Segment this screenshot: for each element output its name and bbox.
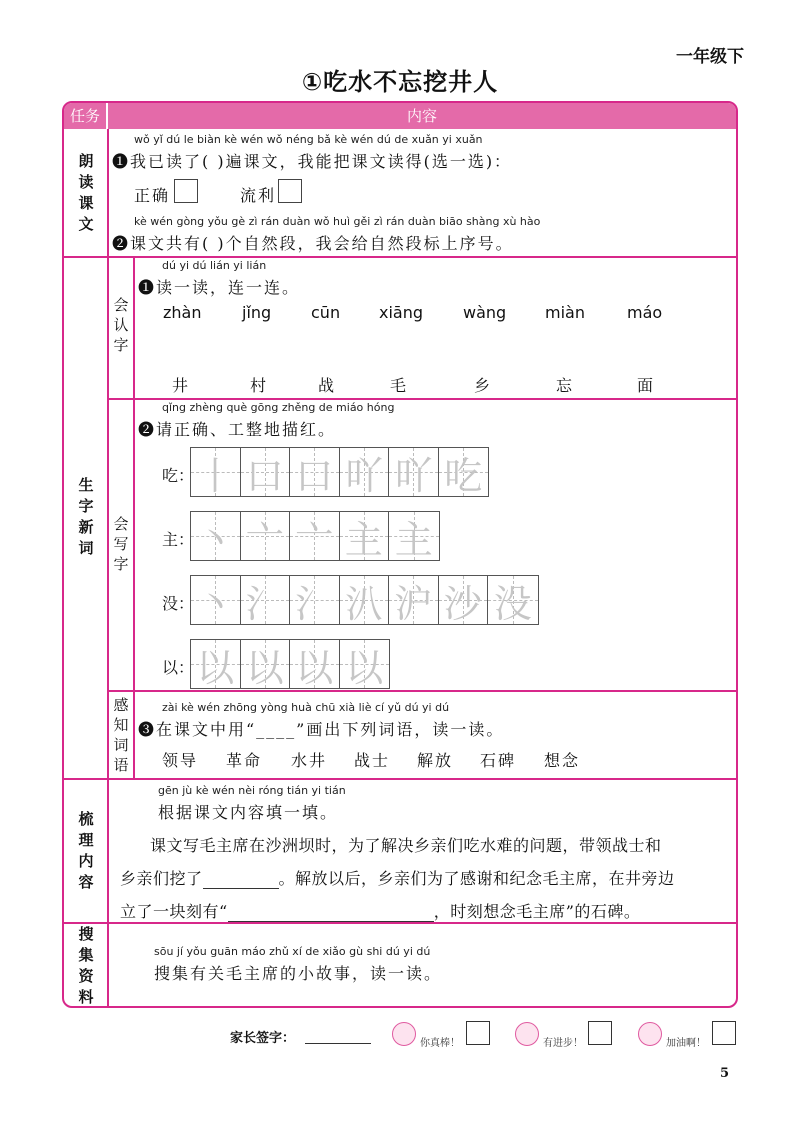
worksheet-table bbox=[62, 101, 738, 1008]
trace-cell[interactable]: 没 bbox=[488, 576, 538, 624]
word-item: 石碑 bbox=[480, 751, 517, 770]
trace-cell[interactable]: 以 bbox=[241, 640, 291, 688]
summary-line-2: 乡亲们挖了 。解放以后，乡亲们为了感谢和纪念毛主席，在井旁边 bbox=[120, 869, 675, 888]
cheer-icon bbox=[638, 1022, 662, 1046]
trace-label-yi: 以： bbox=[162, 658, 195, 677]
section-label-reading: 朗 读 课 文 bbox=[78, 151, 94, 233]
pinyin-word[interactable]: máo bbox=[627, 303, 663, 322]
section-label-collect: 搜 集 资 料 bbox=[78, 925, 94, 1006]
trace-cell[interactable]: 以 bbox=[191, 640, 241, 688]
char-option[interactable]: 战 bbox=[318, 376, 335, 395]
answer-blank-1[interactable] bbox=[203, 871, 279, 889]
trace-cell[interactable]: 氵 bbox=[241, 576, 291, 624]
sun-icon bbox=[515, 1022, 539, 1046]
section-label-summary: 梳 理 内 容 bbox=[78, 809, 94, 891]
row-divider bbox=[64, 256, 738, 258]
write-pinyin: qǐng zhèng què gōng zhěng de miáo hóng bbox=[162, 401, 395, 414]
page-title: ①吃水不忘挖井人 bbox=[301, 68, 499, 96]
pinyin-word[interactable]: miàn bbox=[545, 303, 585, 322]
trace-grid-chi[interactable] bbox=[190, 447, 489, 497]
answer-blank-2[interactable] bbox=[228, 904, 434, 922]
trace-grid-yi[interactable] bbox=[190, 639, 390, 689]
badge-great: 你真棒！ bbox=[420, 1038, 460, 1049]
trace-cell[interactable]: 沪 bbox=[389, 576, 439, 624]
badge-progress: 有进步！ bbox=[543, 1038, 583, 1049]
trace-cell[interactable]: 亠 bbox=[241, 512, 291, 560]
trace-grid-mei[interactable] bbox=[190, 575, 539, 625]
word-item: 解放 bbox=[417, 751, 454, 770]
summary-line-3: 立了一块刻有“ ，时刻想念毛主席”的石碑。 bbox=[120, 902, 641, 921]
col-content-header: 内容 bbox=[406, 107, 437, 125]
word-item: 想念 bbox=[544, 751, 581, 770]
sub-col-divider bbox=[133, 256, 135, 778]
q2-text: ❷课文共有( )个自然段，我会给自然段标上序号。 bbox=[112, 234, 514, 253]
pinyin-word[interactable]: xiāng bbox=[379, 303, 424, 322]
pinyin-word[interactable]: cūn bbox=[311, 303, 341, 322]
char-option[interactable]: 乡 bbox=[474, 376, 491, 395]
q2-pinyin: kè wén gòng yǒu gè zì rán duàn wǒ huì gěi zì rán duàn biāo shàng xù hào bbox=[134, 215, 541, 228]
row-divider bbox=[108, 398, 738, 400]
trace-cell[interactable]: 丨 bbox=[191, 448, 241, 496]
sub-label-words: 感 知 词 语 bbox=[113, 696, 129, 774]
words-text: ❸在课文中用“____”画出下列词语，读一读。 bbox=[138, 720, 505, 739]
trace-cell[interactable]: 以 bbox=[290, 640, 340, 688]
char-option[interactable]: 井 bbox=[172, 376, 189, 395]
smiley-icon bbox=[392, 1022, 416, 1046]
summary-line-1: 课文写毛主席在沙洲坝时，为了解决乡亲们吃水难的问题，带领战士和 bbox=[150, 836, 662, 855]
char-option[interactable]: 忘 bbox=[556, 376, 573, 395]
parent-sign-label: 家长签字： bbox=[230, 1031, 296, 1046]
trace-cell[interactable]: 主 bbox=[340, 512, 390, 560]
trace-label-chi: 吃： bbox=[162, 466, 195, 485]
recognize-pinyin: dú yi dú lián yi lián bbox=[162, 259, 267, 272]
char-option[interactable]: 毛 bbox=[390, 376, 407, 395]
pinyin-word[interactable]: zhàn bbox=[163, 303, 202, 322]
char-option[interactable]: 面 bbox=[637, 376, 654, 395]
option-correct-checkbox[interactable] bbox=[174, 179, 198, 203]
option-fluent-label: 流利 bbox=[240, 186, 277, 205]
row-divider bbox=[64, 922, 738, 924]
trace-cell[interactable]: 汃 bbox=[340, 576, 390, 624]
trace-cell[interactable]: 沙 bbox=[439, 576, 489, 624]
pinyin-word[interactable]: wàng bbox=[463, 303, 507, 322]
section-label-characters: 生 字 新 词 bbox=[78, 476, 94, 557]
trace-label-mei: 没： bbox=[162, 594, 195, 613]
trace-cell[interactable]: 吖 bbox=[389, 448, 439, 496]
summary-text: 根据课文内容填一填。 bbox=[158, 803, 339, 822]
trace-cell[interactable]: 吃 bbox=[439, 448, 489, 496]
sub-label-write: 会 写 字 bbox=[113, 515, 129, 573]
row-divider bbox=[64, 778, 738, 780]
option-fluent-checkbox[interactable] bbox=[278, 179, 302, 203]
option-correct-label: 正确 bbox=[134, 186, 171, 205]
badge-cheer-box[interactable] bbox=[712, 1021, 736, 1045]
char-option[interactable]: 村 bbox=[250, 376, 267, 395]
trace-cell[interactable]: 口 bbox=[290, 448, 340, 496]
word-item: 水井 bbox=[291, 751, 328, 770]
word-item: 战士 bbox=[354, 751, 391, 770]
trace-cell[interactable]: 口 bbox=[241, 448, 291, 496]
trace-cell[interactable]: 以 bbox=[340, 640, 390, 688]
word-item: 革命 bbox=[226, 751, 263, 770]
write-text: ❷请正确、工整地描红。 bbox=[138, 420, 337, 439]
badge-progress-box[interactable] bbox=[588, 1021, 612, 1045]
pinyin-word[interactable]: jǐng bbox=[242, 303, 272, 322]
word-item: 领导 bbox=[162, 751, 199, 770]
collect-pinyin: sōu jí yǒu guān máo zhǔ xí de xiǎo gù shi dú yi dú bbox=[154, 945, 431, 958]
collect-text: 搜集有关毛主席的小故事，读一读。 bbox=[154, 964, 443, 983]
trace-cell[interactable]: 氵 bbox=[290, 576, 340, 624]
recognize-text: ❶读一读，连一连。 bbox=[138, 278, 301, 297]
summary-pinyin: gēn jù kè wén nèi róng tián yi tián bbox=[158, 784, 346, 797]
trace-grid-zhu[interactable] bbox=[190, 511, 440, 561]
grade-label: 一年级下 bbox=[676, 47, 744, 67]
sub-label-recognize: 会 认 字 bbox=[113, 296, 129, 354]
trace-cell[interactable]: 吖 bbox=[340, 448, 390, 496]
trace-cell[interactable]: 主 bbox=[389, 512, 439, 560]
trace-cell[interactable]: 丶 bbox=[191, 512, 241, 560]
page-number: 5 bbox=[720, 1066, 730, 1081]
words-pinyin: zài kè wén zhōng yòng huà chū xià liè cí yǔ dú yi dú bbox=[162, 701, 450, 714]
badge-cheer: 加油啊！ bbox=[666, 1038, 706, 1049]
q1-text: ❶我已读了( )遍课文，我能把课文读得(选一选)： bbox=[112, 152, 513, 171]
badge-great-box[interactable] bbox=[466, 1021, 490, 1045]
trace-cell[interactable]: 亠 bbox=[290, 512, 340, 560]
q1-pinyin: wǒ yǐ dú le biàn kè wén wǒ néng bǎ kè wén dú de xuǎn yi xuǎn bbox=[134, 133, 483, 146]
trace-cell[interactable]: 丶 bbox=[191, 576, 241, 624]
col-task-header: 任务 bbox=[64, 103, 108, 129]
parent-sign-line[interactable] bbox=[305, 1043, 371, 1044]
trace-label-zhu: 主： bbox=[162, 530, 195, 549]
table-header bbox=[64, 103, 736, 129]
